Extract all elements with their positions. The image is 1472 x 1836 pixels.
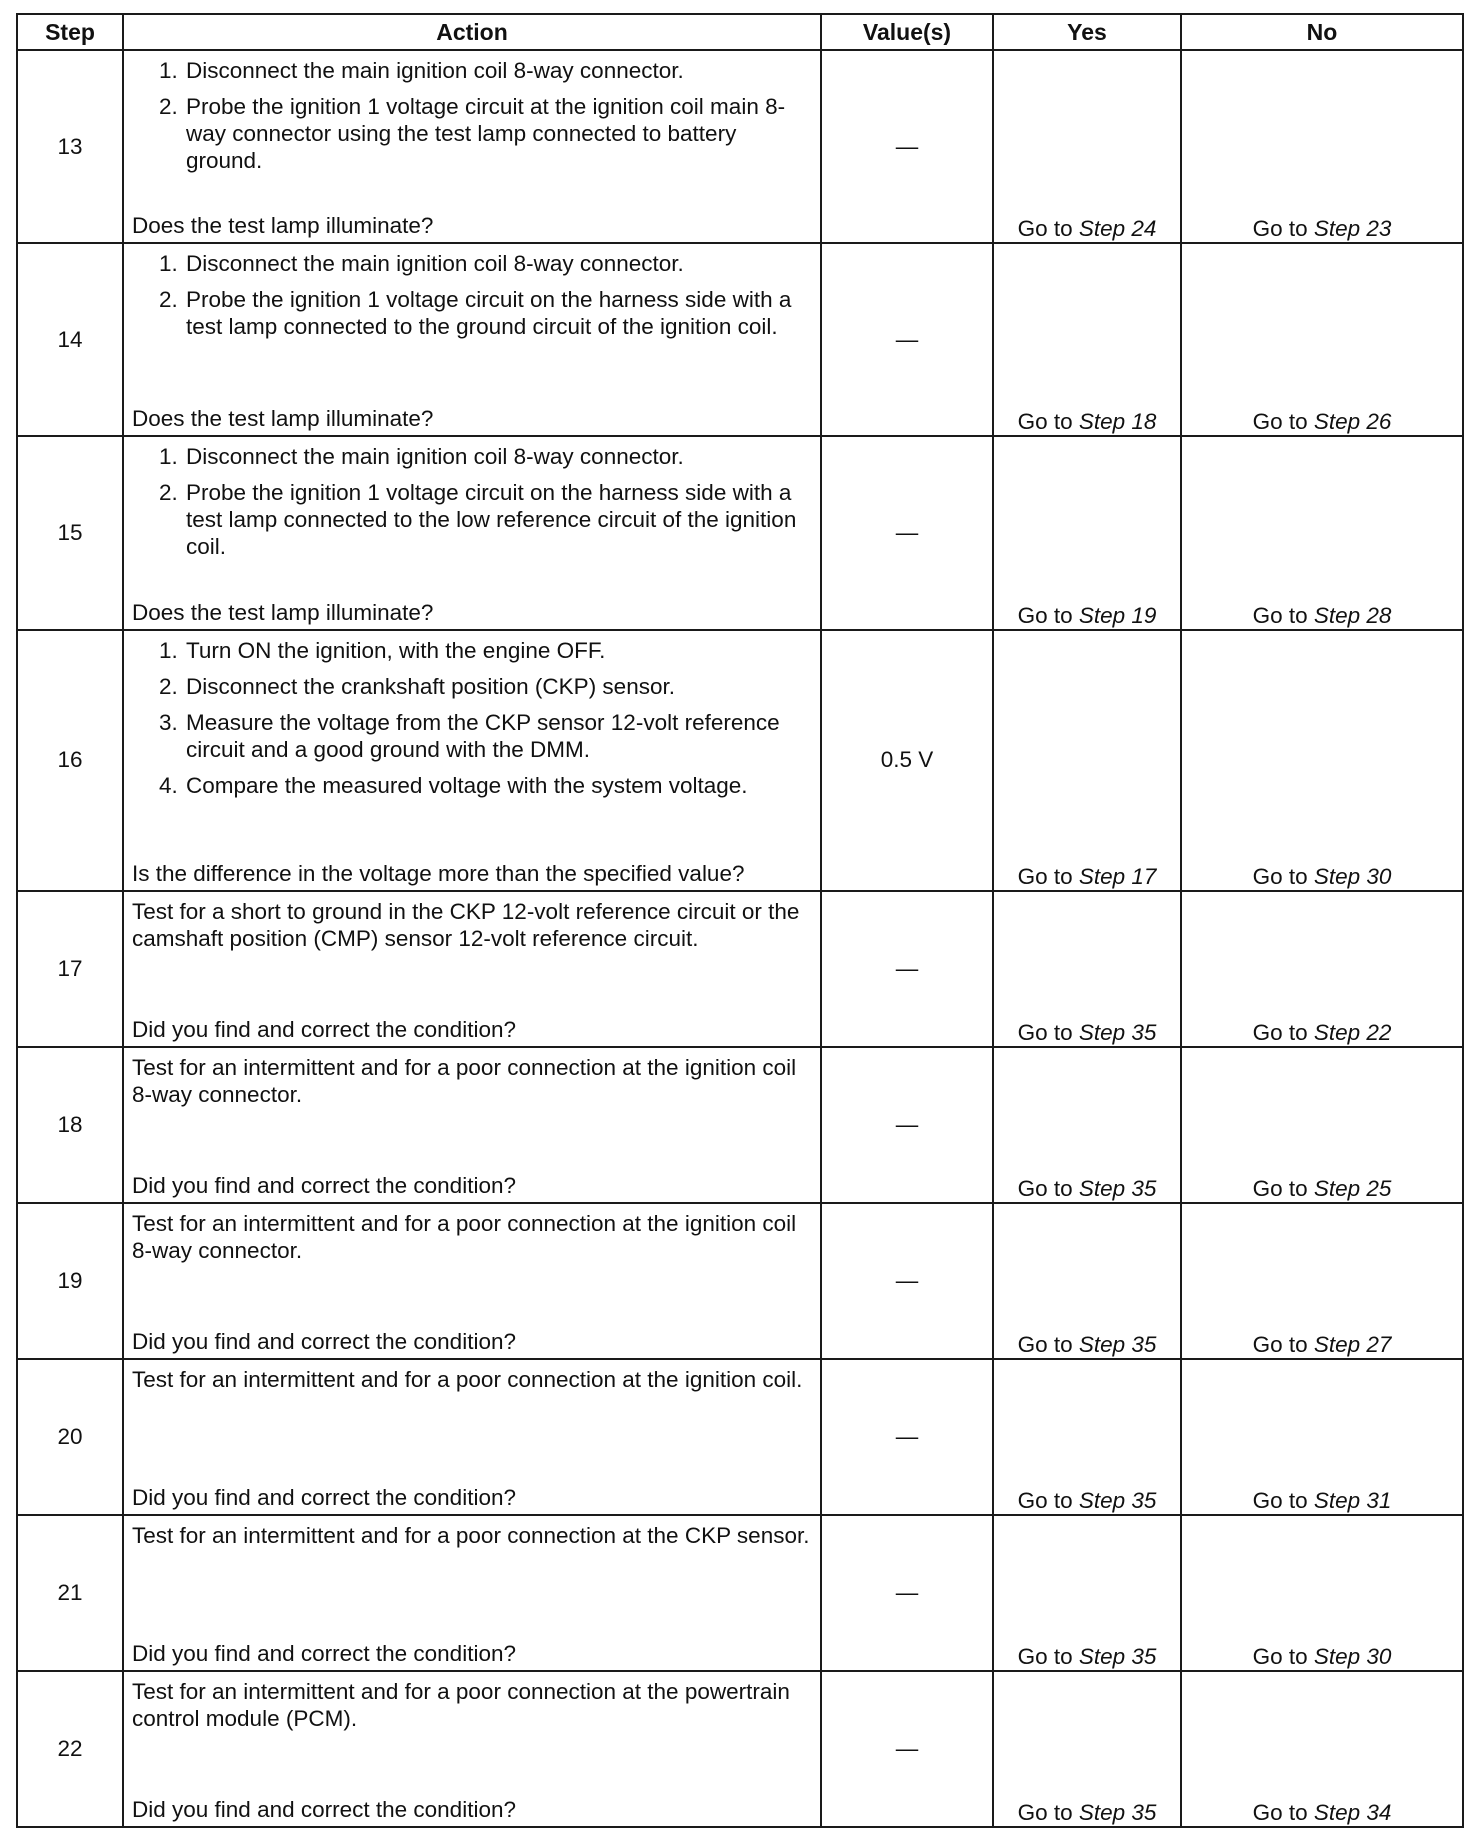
goto-yes-cell [993,50,1181,243]
goto-yes-target: Step 35 [1078,1487,1157,1513]
goto-yes-cell [993,1515,1181,1671]
step-number: 18 [17,1047,123,1203]
action-description: Test for an intermittent and for a poor connection at the CKP sensor. [132,1522,810,1548]
goto-prefix: Go to [1017,864,1073,890]
action-question: Did you find and correct the condition? [132,1329,516,1355]
goto-prefix: Go to [1017,409,1073,435]
goto-no-cell [1181,630,1463,892]
step-number: 22 [17,1671,123,1827]
goto-no-target: Step 26 [1313,409,1392,435]
action-steps-list [132,250,812,340]
goto-yes-cell [993,630,1181,892]
table-row [17,630,1463,892]
goto-prefix: Go to [1017,1176,1073,1202]
action-steps-list [132,637,812,799]
goto-prefix: Go to [1252,1487,1308,1513]
step-number: 19 [17,1203,123,1359]
goto-yes-cell [993,243,1181,436]
action-cell [123,1047,821,1203]
action-steps-list [132,57,812,174]
goto-prefix: Go to [1017,1020,1073,1046]
value-cell: — [821,891,993,1047]
goto-no-cell [1181,1671,1463,1827]
table-body [17,50,1463,1827]
goto-prefix: Go to [1017,1643,1073,1669]
goto-prefix: Go to [1252,216,1308,242]
action-description: Test for an intermittent and for a poor connection at the ignition coil 8-way connector. [132,1211,797,1264]
step-number: 21 [17,1515,123,1671]
value-cell: — [821,1047,993,1203]
goto-no-cell [1181,1515,1463,1671]
goto-no-target: Step 30 [1313,864,1392,890]
table-row [17,436,1463,629]
table-row [17,243,1463,436]
goto-prefix: Go to [1017,1800,1073,1825]
goto-prefix: Go to [1252,1800,1308,1825]
header-step: Step [17,14,123,50]
goto-prefix: Go to [1017,216,1073,242]
goto-yes-cell [993,1203,1181,1359]
value-cell: — [821,1203,993,1359]
goto-no-cell [1181,50,1463,243]
table-row [17,1047,1463,1203]
step-number: 15 [17,436,123,629]
diagnostic-table [16,13,1464,1828]
action-step: 2. Probe the ignition 1 voltage circuit on the harness side with a test lamp connected to the low reference circuit of the ignition coil. [184,479,812,560]
table-row [17,1671,1463,1827]
action-step: 4. Compare the measured voltage with the system voltage. [184,772,812,799]
header-action: Action [123,14,821,50]
action-cell [123,436,821,629]
goto-no-cell [1181,243,1463,436]
step-number: 13 [17,50,123,243]
goto-yes-cell [993,1359,1181,1515]
goto-no-target: Step 27 [1313,1332,1392,1358]
goto-no-cell [1181,891,1463,1047]
table-row [17,1515,1463,1671]
goto-no-target: Step 23 [1313,216,1392,242]
table-row [17,1359,1463,1515]
goto-no-target: Step 28 [1313,602,1392,628]
goto-prefix: Go to [1252,864,1308,890]
goto-prefix: Go to [1252,1332,1308,1358]
action-step: 1. Disconnect the main ignition coil 8-way connector. [184,443,812,470]
action-description: Test for a short to ground in the CKP 12-volt reference circuit or the camshaft position (CMP) sensor 12-volt reference circuit. [132,899,800,952]
goto-yes-target: Step 35 [1078,1332,1157,1358]
action-cell [123,1515,821,1671]
table-row [17,50,1463,243]
action-cell [123,1671,821,1827]
goto-no-target: Step 31 [1313,1487,1392,1513]
goto-yes-cell [993,436,1181,629]
action-description: Test for an intermittent and for a poor connection at the powertrain control module (PCM). [132,1678,790,1731]
action-step: 1. Disconnect the main ignition coil 8-way connector. [184,250,812,277]
goto-prefix: Go to [1252,602,1308,628]
goto-no-cell [1181,1047,1463,1203]
action-step: 1. Turn ON the ignition, with the engine OFF. [184,637,812,664]
table-row [17,891,1463,1047]
goto-yes-target: Step 35 [1078,1800,1157,1825]
action-step: 3. Measure the voltage from the CKP sensor 12-volt reference circuit and a good ground with the DMM. [184,709,812,763]
header-row [17,14,1463,50]
goto-yes-cell [993,1671,1181,1827]
goto-no-cell [1181,1203,1463,1359]
action-question: Does the test lamp illuminate? [132,599,434,625]
action-step: 2. Probe the ignition 1 voltage circuit on the harness side with a test lamp connected to the ground circuit of the ignition coil. [184,286,812,340]
action-cell [123,243,821,436]
value-cell: — [821,50,993,243]
goto-no-cell [1181,436,1463,629]
action-question: Is the difference in the voltage more than the specified value? [132,861,745,887]
goto-yes-cell [993,1047,1181,1203]
goto-prefix: Go to [1017,602,1073,628]
step-number: 17 [17,891,123,1047]
goto-yes-target: Step 24 [1078,216,1157,242]
goto-yes-target: Step 19 [1078,602,1157,628]
goto-no-target: Step 25 [1313,1176,1392,1202]
action-description: Test for an intermittent and for a poor connection at the ignition coil 8-way connector. [132,1055,797,1108]
value-cell: — [821,243,993,436]
goto-prefix: Go to [1252,409,1308,435]
action-steps-list [132,443,812,560]
action-question: Did you find and correct the condition? [132,1173,516,1199]
step-number: 14 [17,243,123,436]
action-step: 2. Disconnect the crankshaft position (CKP) sensor. [184,673,812,700]
goto-no-cell [1181,1359,1463,1515]
action-cell [123,630,821,892]
action-description: Test for an intermittent and for a poor connection at the ignition coil. [132,1367,803,1393]
goto-yes-target: Step 18 [1078,409,1157,435]
action-question: Did you find and correct the condition? [132,1017,516,1043]
action-step: 2. Probe the ignition 1 voltage circuit at the ignition coil main 8-way connector using the test lamp connected to battery ground. [184,93,812,174]
step-number: 20 [17,1359,123,1515]
table-row [17,1203,1463,1359]
value-cell: — [821,436,993,629]
goto-yes-cell [993,891,1181,1047]
action-cell [123,891,821,1047]
action-cell [123,50,821,243]
goto-prefix: Go to [1017,1332,1073,1358]
goto-yes-target: Step 35 [1078,1643,1157,1669]
header-no: No [1181,14,1463,50]
value-cell: — [821,1515,993,1671]
goto-no-target: Step 30 [1313,1643,1392,1669]
goto-no-target: Step 22 [1313,1020,1392,1046]
goto-yes-target: Step 35 [1078,1176,1157,1202]
goto-prefix: Go to [1252,1643,1308,1669]
header-values: Value(s) [821,14,993,50]
goto-prefix: Go to [1252,1176,1308,1202]
action-step: 1. Disconnect the main ignition coil 8-way connector. [184,57,812,84]
goto-prefix: Go to [1017,1487,1073,1513]
header-yes: Yes [993,14,1181,50]
goto-yes-target: Step 17 [1078,864,1157,890]
action-question: Does the test lamp illuminate? [132,406,434,432]
action-question: Does the test lamp illuminate? [132,213,434,239]
goto-no-target: Step 34 [1313,1800,1392,1825]
value-cell: — [821,1359,993,1515]
action-cell [123,1359,821,1515]
value-cell: — [821,1671,993,1827]
action-question: Did you find and correct the condition? [132,1797,516,1822]
action-cell [123,1203,821,1359]
action-question: Did you find and correct the condition? [132,1640,516,1666]
value-cell: 0.5 V [821,630,993,892]
action-question: Did you find and correct the condition? [132,1484,516,1510]
goto-prefix: Go to [1252,1020,1308,1046]
step-number: 16 [17,630,123,892]
goto-yes-target: Step 35 [1078,1020,1157,1046]
